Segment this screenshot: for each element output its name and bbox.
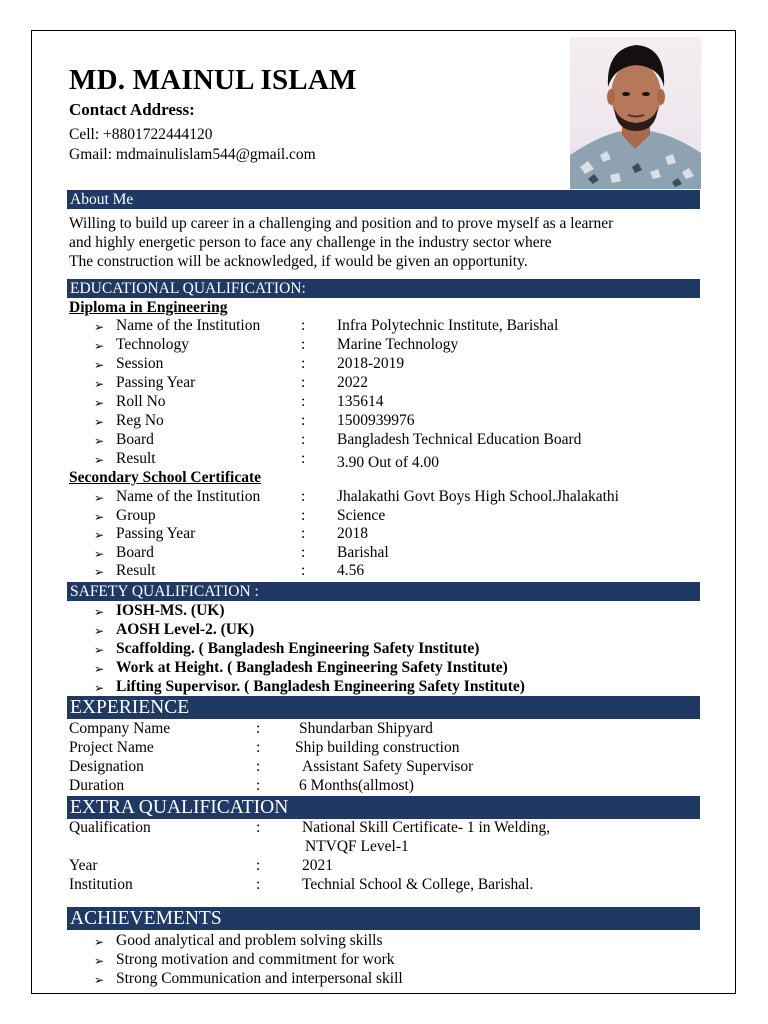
- diploma-row-value: Infra Polytechnic Institute, Barishal: [337, 317, 559, 334]
- ssc-row-label: Result: [116, 562, 156, 580]
- colon: :: [301, 374, 306, 391]
- colon: :: [301, 355, 306, 372]
- arrow-bullet-icon: ➢: [94, 528, 105, 543]
- arrow-bullet-icon: ➢: [94, 434, 105, 448]
- section-bar-achievements: ACHIEVEMENTS: [67, 907, 700, 930]
- arrow-bullet-icon: ➢: [94, 491, 105, 505]
- arrow-bullet-icon: ➢: [94, 954, 105, 968]
- colon: :: [256, 819, 261, 836]
- ssc-row-value: 2018: [337, 525, 368, 543]
- arrow-bullet-icon: ➢: [94, 935, 105, 949]
- extra-qualification-value-1: National Skill Certificate- 1 in Welding,: [302, 819, 551, 836]
- arrow-bullet-icon: ➢: [94, 339, 105, 353]
- diploma-row-value: 1500939976: [337, 412, 415, 429]
- section-bar-about: About Me: [67, 190, 700, 209]
- colon: :: [301, 431, 306, 448]
- colon: :: [301, 488, 306, 505]
- portrait-image: [570, 37, 701, 189]
- arrow-bullet-icon: ➢: [94, 624, 105, 638]
- extra-year-value: 2021: [302, 857, 333, 874]
- arrow-bullet-icon: ➢: [94, 509, 105, 524]
- section-bar-experience: EXPERIENCE: [67, 696, 700, 719]
- safety-item: Work at Height. ( Bangladesh Engineering Safety Institute): [116, 659, 508, 676]
- arrow-bullet-icon: ➢: [94, 415, 105, 429]
- ssc-row-label: Passing Year: [116, 525, 196, 543]
- diploma-row-value: 2018-2019: [337, 355, 405, 372]
- ssc-row-value: Jhalakathi Govt Boys High School.Jhalakathi: [337, 488, 619, 505]
- arrow-bullet-icon: ➢: [94, 565, 105, 580]
- candidate-name: MD. MAINUL ISLAM: [69, 64, 357, 96]
- colon: :: [301, 543, 306, 561]
- diploma-heading: Diploma in Engineering: [69, 299, 228, 316]
- diploma-row-value: 2022: [337, 374, 368, 391]
- ssc-row-value: Science: [337, 506, 386, 524]
- colon: :: [301, 336, 306, 353]
- ssc-heading: Secondary School Certificate: [69, 469, 261, 486]
- diploma-row-label: Name of the Institution: [116, 317, 261, 334]
- ssc-row-label: Name of the Institution: [116, 488, 261, 505]
- diploma-row-label: Passing Year: [116, 374, 196, 391]
- ssc-row-value: Barishal: [337, 543, 389, 561]
- contact-heading: Contact Address:: [69, 100, 195, 119]
- experience-value: 6 Months(allmost): [299, 777, 414, 794]
- section-bar-safety: SAFETY QUALIFICATION :: [67, 582, 700, 601]
- diploma-row-label: Board: [116, 431, 154, 448]
- experience-label: Project Name: [69, 739, 154, 756]
- ssc-row-label: Board: [116, 543, 154, 561]
- diploma-row-value: 135614: [337, 393, 384, 410]
- arrow-bullet-icon: ➢: [94, 546, 105, 561]
- arrow-bullet-icon: ➢: [94, 320, 105, 334]
- safety-item: AOSH Level-2. (UK): [116, 621, 255, 638]
- diploma-row-label: Session: [116, 355, 164, 372]
- gmail-address: Gmail: mdmainulislam544@gmail.com: [69, 146, 316, 163]
- extra-qualification-value-2: NTVQF Level-1: [305, 838, 409, 855]
- profile-photo: [570, 37, 701, 189]
- colon: :: [301, 525, 306, 543]
- colon: :: [301, 562, 306, 580]
- colon: :: [256, 720, 261, 737]
- arrow-bullet-icon: ➢: [94, 643, 105, 657]
- colon: :: [256, 739, 261, 756]
- extra-year-label: Year: [69, 857, 98, 874]
- ssc-row-label: Group: [116, 506, 156, 524]
- colon: :: [301, 412, 306, 429]
- about-line-2: and highly energetic person to face any challenge in the industry sector where: [69, 234, 552, 251]
- experience-value: Shundarban Shipyard: [299, 720, 433, 737]
- colon: :: [256, 876, 261, 893]
- colon: :: [301, 450, 306, 467]
- experience-label: Company Name: [69, 720, 171, 737]
- colon: :: [256, 777, 261, 794]
- diploma-row-value: Marine Technology: [337, 336, 459, 353]
- experience-label: Designation: [69, 758, 144, 775]
- experience-value: Assistant Safety Supervisor: [302, 758, 474, 775]
- colon: :: [256, 758, 261, 775]
- diploma-row-label: Roll No: [116, 393, 166, 410]
- extra-institution-value: Technial School & College, Barishal.: [302, 876, 534, 893]
- colon: :: [301, 317, 306, 334]
- safety-item: Scaffolding. ( Bangladesh Engineering Safety Institute): [116, 640, 480, 657]
- arrow-bullet-icon: ➢: [94, 358, 105, 372]
- arrow-bullet-icon: ➢: [94, 453, 105, 467]
- achievement-item: Good analytical and problem solving skills: [116, 932, 383, 949]
- about-line-1: Willing to build up career in a challenging and position and to prove myself as a learner: [69, 215, 614, 232]
- safety-item: IOSH-MS. (UK): [116, 602, 225, 619]
- arrow-bullet-icon: ➢: [94, 396, 105, 410]
- diploma-row-label: Result: [116, 450, 156, 467]
- diploma-row-label: Reg No: [116, 412, 164, 429]
- experience-label: Duration: [69, 777, 125, 794]
- diploma-row-label: Technology: [116, 336, 189, 353]
- colon: :: [256, 857, 261, 874]
- arrow-bullet-icon: ➢: [94, 605, 105, 619]
- arrow-bullet-icon: ➢: [94, 681, 105, 695]
- colon: :: [301, 506, 306, 524]
- diploma-row-value: 3.90 Out of 4.00: [337, 454, 440, 471]
- arrow-bullet-icon: ➢: [94, 377, 105, 391]
- section-bar-extra: EXTRA QUALIFICATION: [67, 796, 700, 819]
- cell-number: Cell: +8801722444120: [69, 126, 213, 143]
- arrow-bullet-icon: ➢: [94, 973, 105, 987]
- achievement-item: Strong Communication and interpersonal skill: [116, 970, 403, 987]
- colon: :: [301, 393, 306, 410]
- arrow-bullet-icon: ➢: [94, 662, 105, 676]
- section-bar-education: EDUCATIONAL QUALIFICATION:: [67, 279, 700, 298]
- experience-value: Ship building construction: [295, 739, 460, 756]
- extra-qualification-label: Qualification: [69, 819, 151, 836]
- ssc-row-value: 4.56: [337, 562, 365, 580]
- about-line-3: The construction will be acknowledged, if would be given an opportunity.: [69, 253, 528, 270]
- diploma-row-value: Bangladesh Technical Education Board: [337, 431, 582, 448]
- safety-item: Lifting Supervisor. ( Bangladesh Engineering Safety Institute): [116, 678, 525, 695]
- extra-institution-label: Institution: [69, 876, 133, 893]
- achievement-item: Strong motivation and commitment for work: [116, 951, 395, 968]
